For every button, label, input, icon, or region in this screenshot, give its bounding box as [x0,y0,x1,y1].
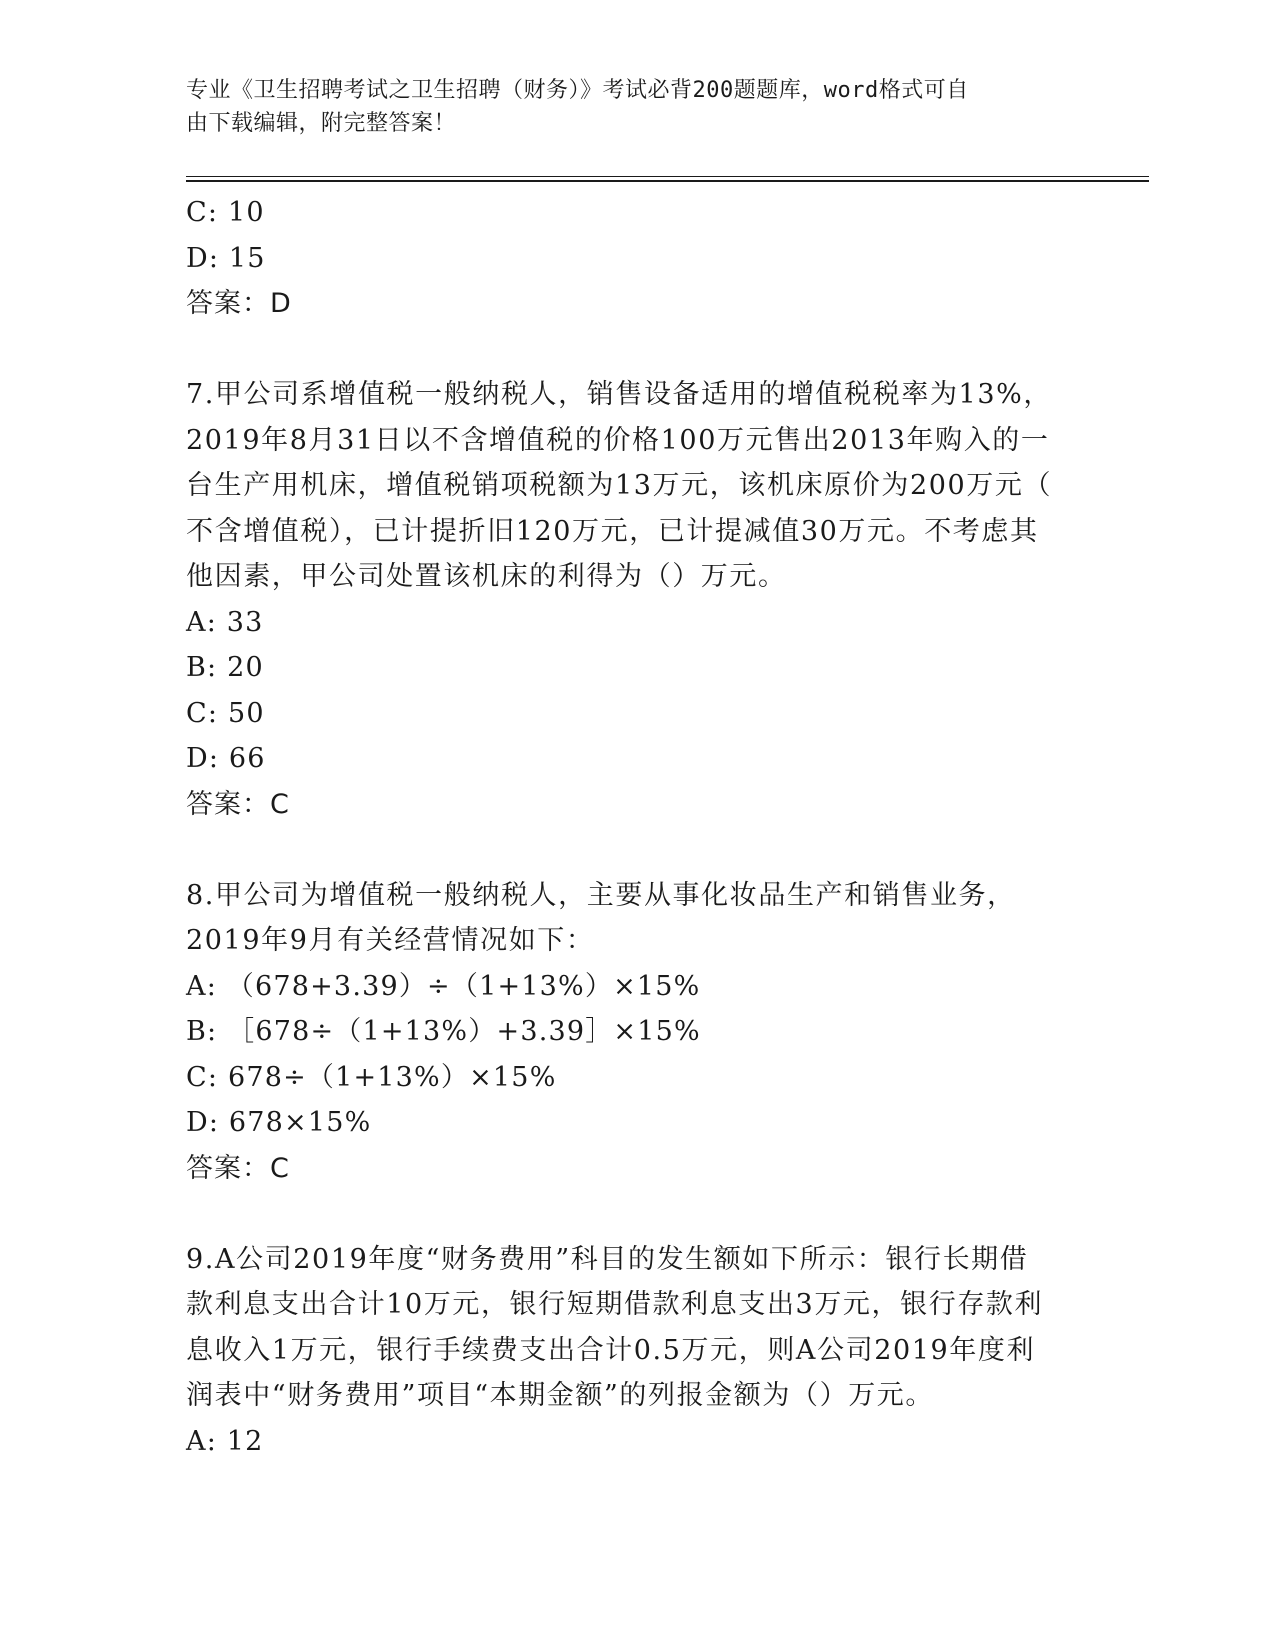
question-stem-line: 息收入1万元，银行手续费支出合计0.5万元，则A公司2019年度利 [186,1334,1036,1366]
option-b: B: ［678÷（1+13%）+3.39］×15% [186,1016,701,1047]
header-divider-thick [186,180,1149,182]
document-header [186,74,1066,140]
option-b: B: 20 [186,652,264,683]
spacer [186,327,1086,373]
header-divider-thin [186,176,1149,177]
answer-line: 答案：D [186,288,292,319]
question-stem-line: 7.甲公司系增值税一般纳税人，销售设备适用的增值税税率为13%， [186,379,1052,410]
header-line-2: 由下载编辑，附完整答案！ [186,111,457,136]
option-c: C: 678÷（1+13%）×15% [186,1061,557,1093]
option-a: A: 12 [186,1425,264,1457]
question-stem-line: 2019年9月有关经营情况如下： [186,925,595,956]
question-stem-line: 不含增值税），已计提折旧120万元，已计提减值30万元。不考虑其 [186,515,1039,547]
question-9 [186,1237,1086,1465]
option-c: C: 10 [186,197,265,228]
option-d: D: 678×15% [186,1107,372,1138]
question-stem-line: 9.A公司2019年度“财务费用”科目的发生额如下所示：银行长期借 [186,1243,1029,1275]
option-a: A: 33 [186,606,264,638]
question-8 [186,873,1086,1192]
option-d: D: 15 [186,242,266,274]
question-content [186,190,1086,1464]
question-stem-line: 他因素，甲公司处置该机床的利得为（）万元。 [186,561,787,592]
option-c: C: 50 [186,697,265,729]
option-d: D: 66 [186,743,266,774]
question-stem-line: 款利息支出合计10万元，银行短期借款利息支出3万元，银行存款利 [186,1289,1044,1320]
question-stem-line: 2019年8月31日以不含增值税的价格100万元售出2013年购入的一 [186,424,1050,456]
question-stem-line: 台生产用机床，增值税销项税额为13万元，该机床原价为200万元（ [186,470,1053,501]
spacer [186,1191,1086,1237]
answer-line: 答案：C [186,788,290,820]
question-7 [186,372,1086,827]
spacer [186,827,1086,873]
answer-line: 答案：C [186,1152,290,1184]
option-a: A: （678+3.39）÷（1+13%）×15% [186,970,701,1002]
question-stem-line: 8.甲公司为增值税一般纳税人，主要从事化妆品生产和销售业务， [186,879,1016,911]
header-line-1: 专业《卫生招聘考试之卫生招聘（财务）》考试必背200题题库，word格式可自 [186,78,969,103]
question-stem-line: 润表中“财务费用”项目“本期金额”的列报金额为（）万元。 [186,1380,935,1411]
